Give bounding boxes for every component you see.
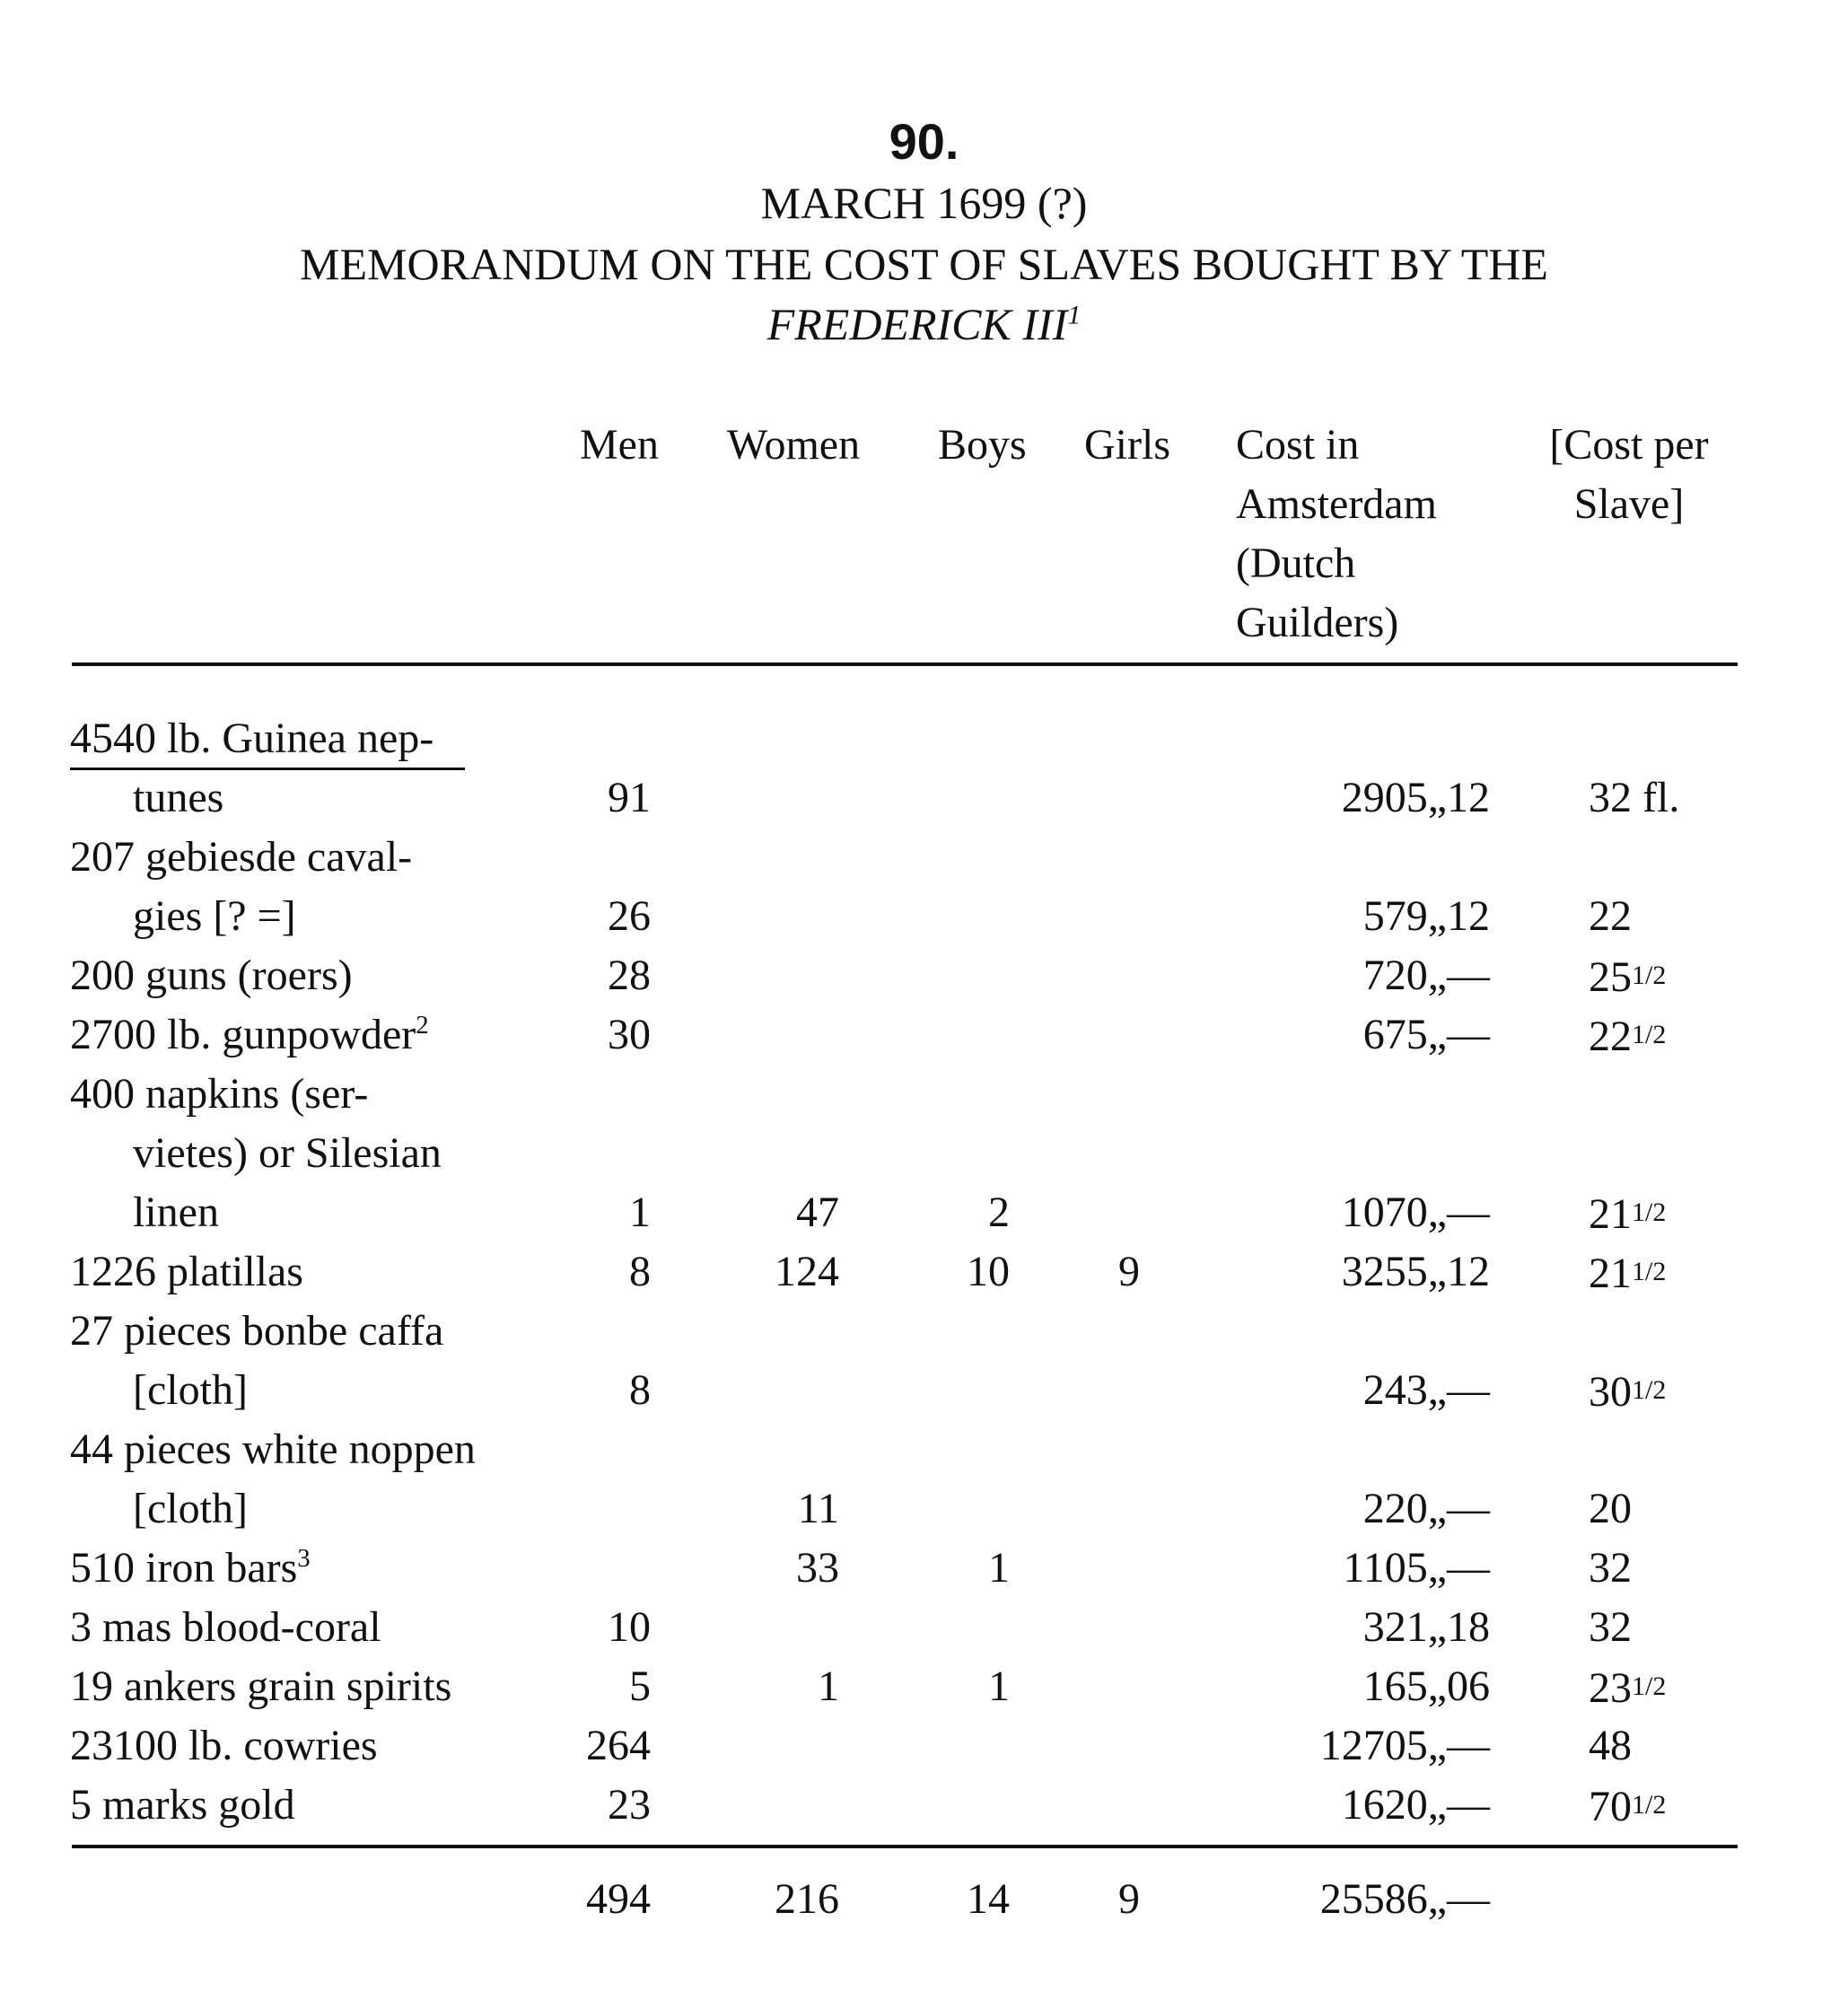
row-description-text: tunes — [133, 774, 224, 821]
footnote-marker: 1 — [1067, 300, 1082, 330]
cost-per-slave-value: 22 — [1589, 892, 1632, 940]
row-description-line — [70, 1716, 378, 1776]
row-cost-per-slave — [1589, 1183, 1666, 1244]
fraction-glyph: 1/2 — [1632, 961, 1667, 990]
row-description-line — [70, 1598, 381, 1657]
total-men: 494 — [586, 1875, 651, 1923]
row-cost-value: 243„— — [1362, 1366, 1490, 1414]
row-description-line — [70, 768, 223, 828]
ship-name-line — [0, 298, 1848, 350]
row-cost-value: 12705„— — [1319, 1722, 1490, 1769]
row-girls-value: 9 — [1118, 1248, 1140, 1295]
row-men-value: 91 — [608, 774, 651, 821]
row-description-line — [70, 1539, 311, 1598]
row-description-line — [70, 1242, 303, 1302]
document-date: MARCH 1699 (?) — [760, 178, 1088, 228]
cost-per-slave-value: 30 — [1589, 1368, 1632, 1416]
row-description-text: 200 guns (roers) — [70, 952, 353, 999]
row-description-text: 400 napkins (ser- — [70, 1070, 369, 1118]
row-men-value: 26 — [608, 892, 651, 940]
row-description-line — [70, 1479, 248, 1539]
row-description-text: 1226 platillas — [70, 1248, 303, 1295]
cost-per-slave-value: 32 — [1589, 1603, 1632, 1651]
fraction-glyph: 1/2 — [1632, 1020, 1667, 1049]
cost-header-line: Guilders) — [1236, 599, 1399, 646]
column-header-cost-per-slave — [1535, 416, 1723, 534]
total-cost: 25586„— — [1319, 1875, 1490, 1923]
row-men-value: 28 — [608, 952, 651, 999]
row-cost-per-slave — [1589, 1657, 1666, 1718]
column-header-girls: Girls — [1084, 421, 1170, 469]
row-description-line — [70, 1302, 443, 1361]
row-description-line — [70, 1183, 219, 1242]
fraction-glyph: 1/2 — [1632, 1375, 1667, 1405]
row-cost-value: 1620„— — [1341, 1781, 1490, 1829]
row-description-text: 2700 lb. gunpowder — [70, 1011, 416, 1058]
row-cost-per-slave — [1589, 1776, 1666, 1837]
row-description-text: [cloth] — [133, 1485, 248, 1532]
row-description-line — [70, 1005, 429, 1065]
row-women-value: 47 — [796, 1189, 839, 1236]
row-women-value: 1 — [818, 1662, 839, 1710]
row-boys-value: 2 — [988, 1189, 1010, 1236]
row-description-text: 44 pieces white noppen — [70, 1426, 476, 1473]
row-boys-value: 1 — [988, 1544, 1010, 1592]
fraction-glyph: 1/2 — [1632, 1671, 1667, 1701]
row-description-line — [70, 1420, 476, 1479]
cost-header-line: (Dutch — [1236, 540, 1356, 587]
row-cost-per-slave — [1589, 1479, 1632, 1539]
row-description-text: gies [? =] — [133, 892, 296, 940]
row-cost-per-slave — [1589, 1716, 1632, 1776]
row-description-line — [70, 946, 353, 1005]
row-cost-value: 579„12 — [1362, 892, 1490, 940]
row-men-value: 1 — [629, 1189, 651, 1236]
fraction-glyph: 1/2 — [1632, 1790, 1667, 1820]
row-cost-per-slave — [1589, 1361, 1666, 1422]
header-rule — [72, 662, 1738, 666]
row-cost-value: 1105„— — [1343, 1544, 1490, 1592]
total-boys: 14 — [967, 1875, 1010, 1923]
row-cost-value: 3255„12 — [1341, 1248, 1490, 1295]
row-cost-per-slave — [1589, 1242, 1666, 1303]
row-description-text: 3 mas blood-coral — [70, 1603, 381, 1651]
row-description-line — [70, 1657, 451, 1716]
row-description-text: 19 ankers grain spirits — [70, 1662, 452, 1710]
row-description-line — [70, 887, 296, 946]
cost-per-slave-value: 23 — [1589, 1664, 1632, 1712]
total-women: 216 — [775, 1875, 839, 1923]
row-boys-value: 10 — [967, 1248, 1010, 1295]
row-description-text: 4540 lb. Guinea nep- — [70, 715, 434, 762]
row-description-text: 510 iron bars — [70, 1544, 298, 1592]
row-description-text: [cloth] — [133, 1366, 248, 1414]
document-number: 90. — [889, 113, 959, 170]
row-cost-value: 720„— — [1362, 952, 1490, 999]
cost-per-slave-value: 48 — [1589, 1722, 1632, 1769]
row-women-value: 33 — [796, 1544, 839, 1592]
column-header-boys: Boys — [938, 421, 1027, 469]
row-cost-value: 165„06 — [1362, 1662, 1490, 1710]
row-cost-per-slave — [1589, 1005, 1666, 1066]
row-description-line — [70, 1361, 248, 1420]
column-header-women: Women — [727, 421, 861, 469]
total-girls: 9 — [1118, 1875, 1140, 1923]
row-cost-value: 2905„12 — [1341, 774, 1490, 821]
cost-per-slave-value: 22 — [1589, 1013, 1632, 1060]
cost-per-slave-value: 25 — [1589, 953, 1632, 1001]
document-title: MEMORANDUM ON THE COST OF SLAVES BOUGHT BY THE — [300, 239, 1548, 289]
row-cost-value: 1070„— — [1341, 1189, 1490, 1236]
column-header-cost — [1236, 416, 1437, 653]
cost-per-slave-value: 70 — [1589, 1783, 1632, 1830]
row-cost-value: 321„18 — [1362, 1603, 1490, 1651]
row-description-text: 5 marks gold — [70, 1781, 295, 1829]
row-description-line — [70, 828, 412, 887]
row-cost-value: 220„— — [1362, 1485, 1490, 1532]
row-cost-value: 675„— — [1362, 1011, 1490, 1058]
row-men-value: 8 — [629, 1366, 651, 1414]
column-header-men: Men — [580, 421, 659, 469]
row-cost-per-slave — [1589, 1539, 1632, 1598]
fraction-glyph: 1/2 — [1632, 1257, 1667, 1286]
totals-rule — [72, 1845, 1738, 1848]
footnote-marker: 3 — [297, 1544, 311, 1573]
per-header-line: [Cost per — [1549, 421, 1709, 469]
row-description-line — [70, 709, 434, 768]
cost-header-line: Amsterdam — [1236, 480, 1437, 528]
per-header-line: Slave] — [1573, 480, 1685, 528]
cost-per-slave-value: 32 — [1589, 1544, 1632, 1592]
row-men-value: 23 — [608, 1781, 651, 1829]
row-description-text: linen — [133, 1189, 219, 1236]
row-description-text: 23100 lb. cowries — [70, 1722, 378, 1769]
row-women-value: 124 — [775, 1248, 839, 1295]
footnote-marker: 2 — [416, 1011, 429, 1040]
row-men-value: 5 — [629, 1662, 651, 1710]
row-men-value: 10 — [608, 1603, 651, 1651]
row-description-line — [70, 1124, 442, 1183]
cost-per-slave-value: 21 — [1589, 1190, 1632, 1238]
row-cost-per-slave — [1589, 887, 1632, 946]
row-description-text: 207 gebiesde caval- — [70, 833, 413, 881]
ship-name: FREDERICK III — [766, 299, 1068, 349]
cost-per-slave-value: 20 — [1589, 1485, 1632, 1532]
row-women-value: 11 — [797, 1485, 839, 1532]
cost-per-slave-value: 32 fl. — [1589, 774, 1680, 821]
row-description-text: vietes) or Silesian — [133, 1129, 442, 1177]
row-boys-value: 1 — [988, 1662, 1010, 1710]
row-men-value: 30 — [608, 1011, 651, 1058]
row-cost-per-slave — [1589, 946, 1666, 1007]
row-description-line — [70, 1065, 368, 1124]
row-cost-per-slave — [1589, 1598, 1632, 1657]
cost-header-line: Cost in — [1236, 421, 1360, 469]
cost-per-slave-value: 21 — [1589, 1250, 1632, 1297]
row-men-value: 264 — [586, 1722, 651, 1769]
fraction-glyph: 1/2 — [1632, 1198, 1667, 1227]
row-description-text: 27 pieces bonbe caffa — [70, 1307, 444, 1355]
row-cost-per-slave — [1589, 768, 1679, 828]
row-description-line — [70, 1776, 295, 1835]
row-men-value: 8 — [629, 1248, 651, 1295]
